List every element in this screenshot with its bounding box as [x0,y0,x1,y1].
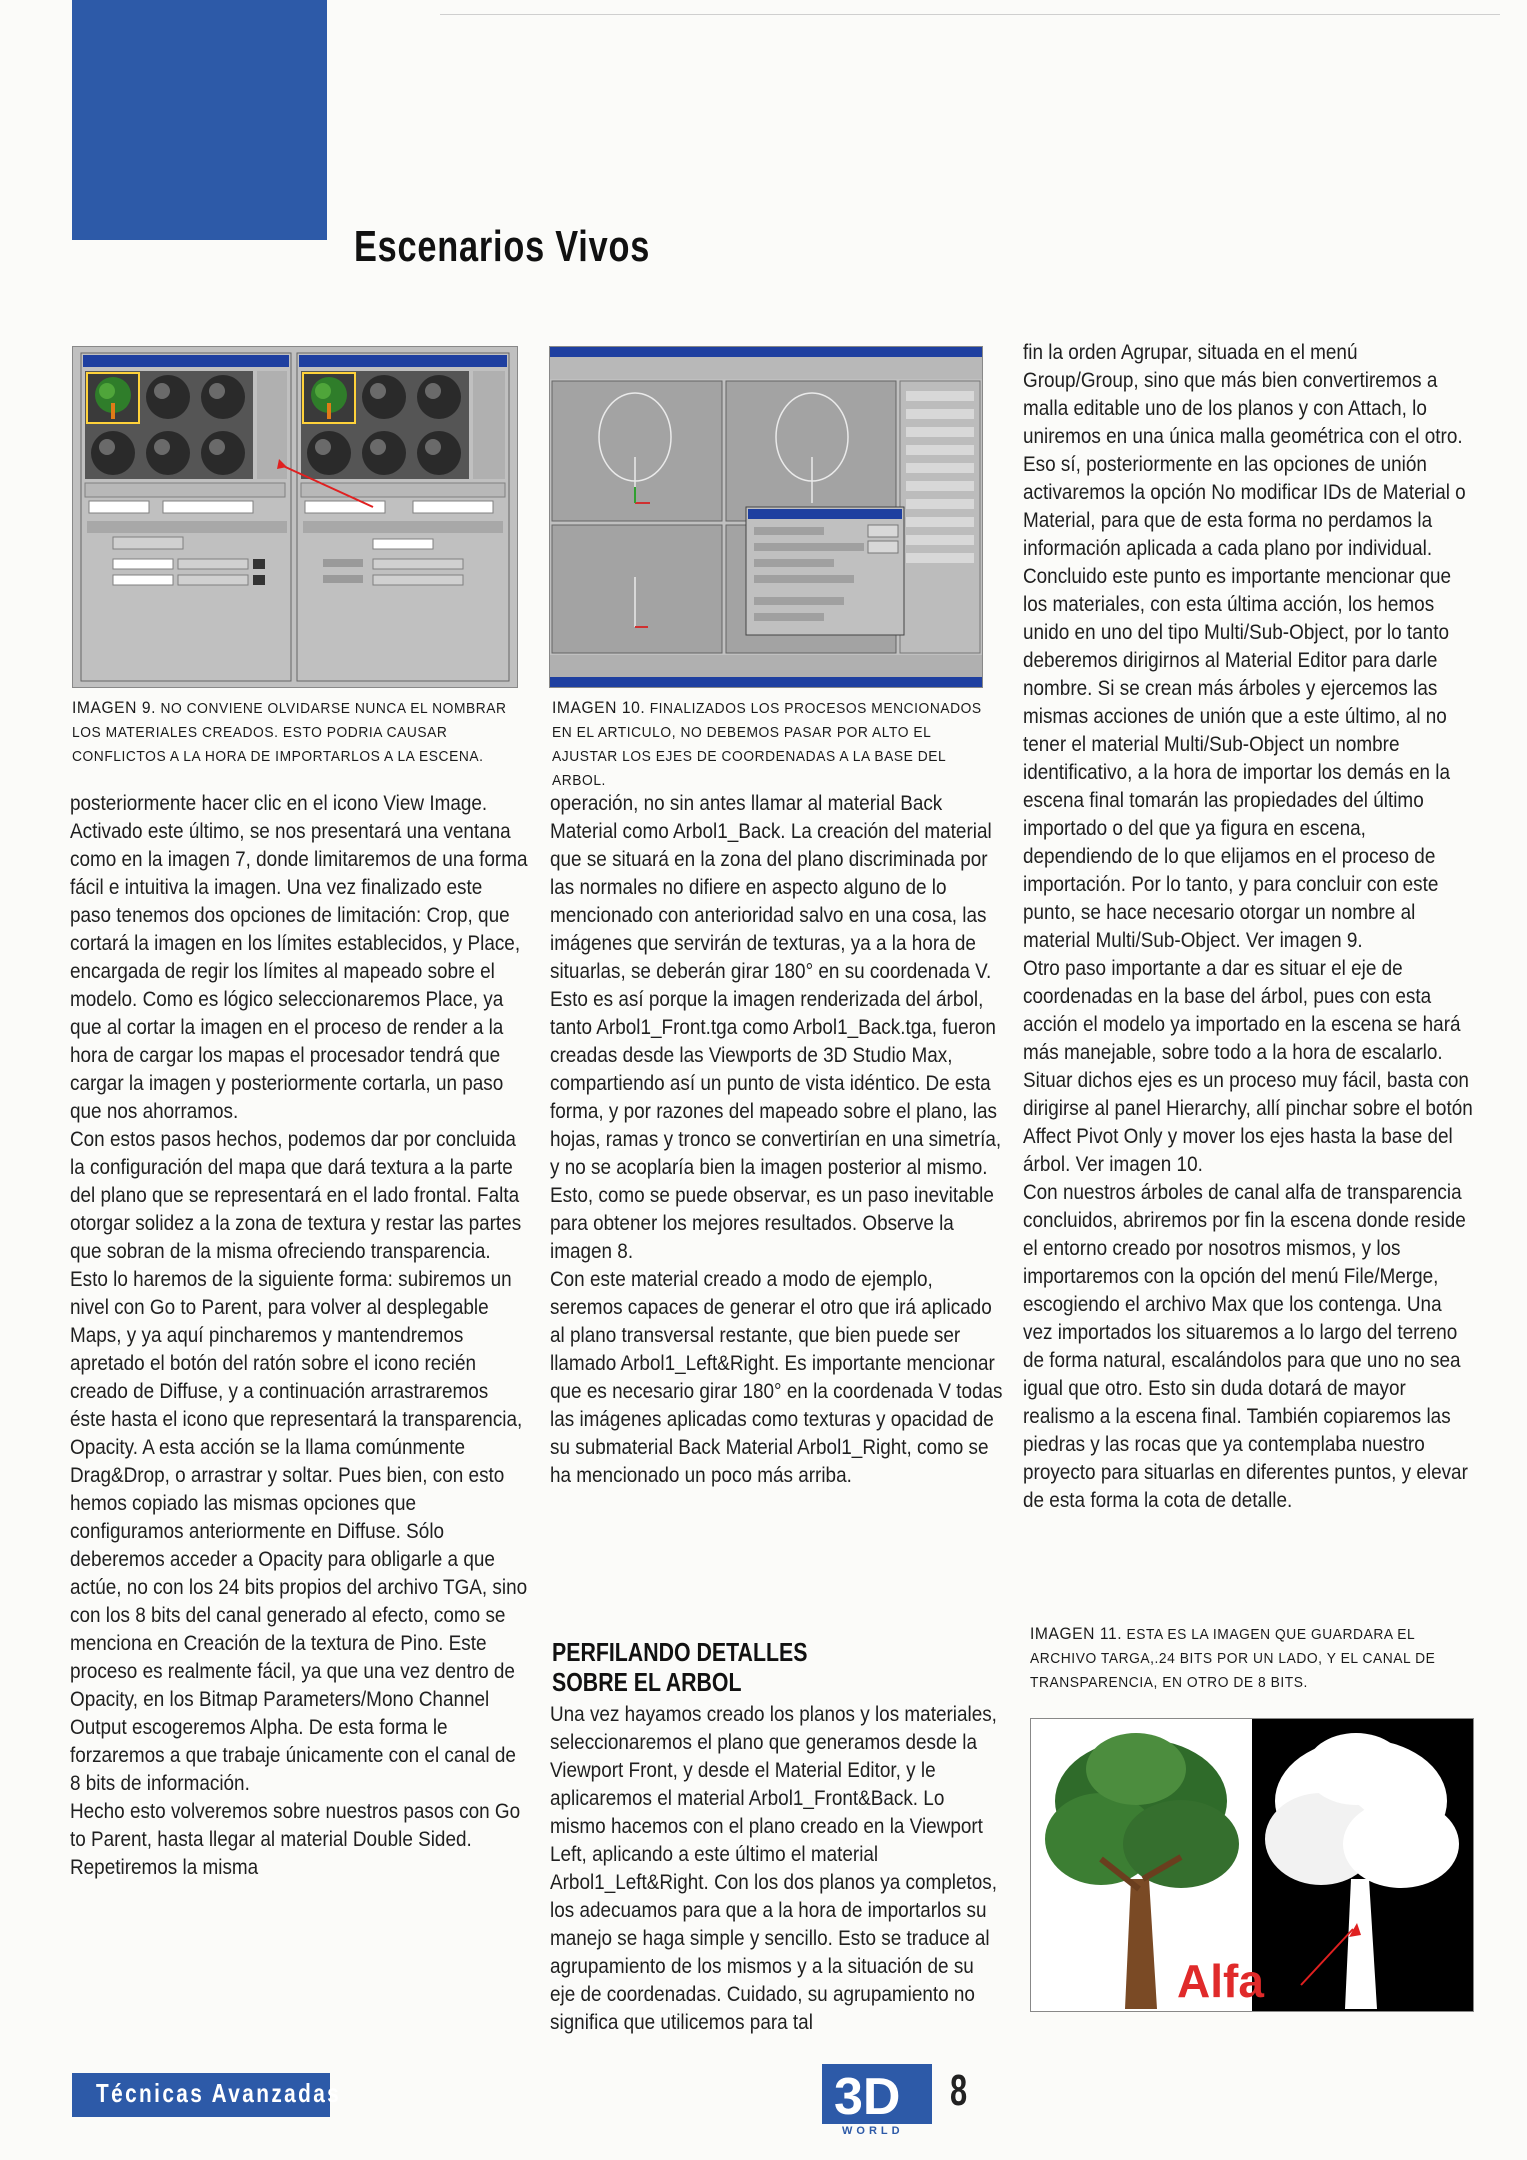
material-editor-screenshot [73,347,517,687]
subheading-line: PERFILANDO DETALLES [552,1637,808,1667]
paragraph: fin la orden Agrupar, situada en el menú Group/Group, sino que más bien convertiremos a malla editable uno de los planos y con Attach, lo uniremos en una única malla geométrica con el otro. Eso sí, posteriormente en las opciones de unión activaremos la opción No modificar IDs de Material o Material, para que de esta forma no perdamos la información aplicada a cada plano por individual. Concluido este punto es importante mencionar que los materiales, con esta última acción, los hemos unido en uno del tipo Multi/Sub-Object, por lo tanto deberemos dirigirnos al Material Editor para darle nombre. Si se crean más árboles y ejercemos las mismas acciones de unión que a este último, al no tener el material Multi/Sub-Object un nombre identificativo, a la hora de importar los demás en la escena final tomarán las propiedades del último importado o del que ya figura en escena, dependiendo de lo que elijamos en el proceso de importación. Por lo tanto, y para concluir con este punto, se hace necesario otorgar un nombre al material Multi/Sub-Object. Ver imagen 9. [1023,340,1466,952]
viewports-screenshot [550,347,982,687]
paragraph: Otro paso importante a dar es situar el eje de coordenadas en la base del árbol, pues con esta acción el modelo ya importado en la escena se hará más manejable, sobre todo a la hora de escalarlo. Situar dichos ejes es un proceso muy fácil, basta con dirigirse al panel Hierarchy, allí pinchar sobre el botón Affect Pivot Only y mover los ejes hasta la base del árbol. Ver imagen 10. [1023,956,1473,1176]
paragraph: operación, no sin antes llamar al material Back Material como Arbol1_Back. La creación del material que se situará en la zona del plano discriminada por las normales no difiere en aspecto alguno de lo mencionado con anterioridad salvo en una cosa, las imágenes que servirán de texturas, ya a la hora de situarlas, se deberán girar 180° en su coordenada V. Esto es así porque la imagen renderizada del árbol, tanto Arbol1_Front.tga como Arbol1_Back.tga, fueron creadas desde las Viewports de 3D Studio Max, compartiendo así un punto de vista idéntico. De esta forma, y por razones del mapeado sobre el plano, las hojas, ramas y tronco se convertirían en una simetría, y no se acoplaría bien la imagen posterior al mismo. Esto, como se puede observar, es un paso inevitable para obtener los mejores resultados. Observe la imagen 8. [550,791,1002,1263]
text-column-3 [1023,338,1476,1514]
figure-image-10 [549,346,983,688]
magazine-logo [822,2064,932,2136]
caption-image-10 [552,696,988,793]
text-column-2-continued [550,1700,1003,2036]
logo-text: 3D [834,2068,901,2126]
footer-section-label: Técnicas Avanzadas [96,2078,342,2108]
caption-body: FINALIZADOS LOS PROCESOS MENCIONADOS EN EL ARTICULO, NO DEBEMOS PASAR POR ALTO EL AJUSTAR LOS EJES DE COORDENADAS A LA BASE DEL ARBOL. [552,700,982,789]
caption-body: ESTA ES LA IMAGEN QUE GUARDARA EL ARCHIVO TARGA,.24 BITS POR UN LADO, Y EL CANAL DE TRANSPARENCIA, EN OTRO DE 8 BITS. [1030,1626,1436,1691]
figure-image-11 [1030,1718,1474,2012]
text-column-1 [70,789,528,1881]
tree-alpha-image [1031,1719,1473,2011]
caption-lead: IMAGEN 11. [1030,1624,1123,1643]
logo-sub: WORLD [842,2125,904,2136]
caption-body: NO CONVIENE OLVIDARSE NUNCA EL NOMBRAR LOS MATERIALES CREADOS. ESTO PODRIA CAUSAR CONFLICTOS A LA HORA DE IMPORTARLOS A LA ESCENA. [72,700,507,765]
caption-lead: IMAGEN 9. [72,698,157,717]
alpha-label: Alfa [1177,1955,1264,2007]
subheading [552,1637,807,1697]
top-rule [440,14,1500,15]
paragraph: posteriormente hacer clic en el icono View Image. Activado este último, se nos presentará una ventana como en la imagen 7, donde limitaremos de una forma fácil e intuitiva la imagen. Una vez finalizado este paso tenemos dos opciones de limitación: Crop, que cortará la imagen en los límites establecidos, y Place, encargada de regir los límites al mapeado sobre el modelo. Como es lógico seleccionaremos Place, ya que al cortar la imagen en el proceso de render a la hora de cargar los mapas el procesador tendrá que cargar la imagen y posteriormente cortarla, un paso que nos ahorramos. [70,791,528,1123]
figure-image-9 [72,346,518,688]
page-number: 8 [950,2066,968,2115]
paragraph: Con estos pasos hechos, podemos dar por concluida la configuración del mapa que dará textura a la parte del plano que se representará en el lado frontal. Falta otorgar solidez a la zona de textura y restar las partes que sobran de la misma ofreciendo transparencia. Esto lo haremos de la siguiente forma: subiremos un nivel con Go to Parent, para volver al desplegable Maps, y ya aquí pincharemos y mantendremos apretado el botón del ratón sobre el icono recién creado de Diffuse, y a continuación arrastraremos éste hasta el icono que representará la transparencia, Opacity. A esta acción se la llama comúnmente Drag&Drop, o arrastrar y soltar. Pues bien, con esto hemos copiado las mismas opciones que configuramos anteriormente en Diffuse. Sólo deberemos acceder a Opacity para obligarle a que actúe, no con los 24 bits propios del archivo TGA, sino con los 8 bits del canal generado al efecto, como se menciona en Creación de la textura de Pino. Este proceso es realmente fácil, ya que una vez dentro de Opacity, en los Bitmap Parameters/Mono Channel Output escogeremos Alpha. De esta forma le forzaremos a que trabaje únicamente con el canal de 8 bits de información. [70,1127,528,1795]
text-column-2 [550,789,1003,1599]
paragraph: Una vez hayamos creado los planos y los materiales, seleccionaremos el plano que generamos desde la Viewport Front, y desde el Material Editor, y le aplicaremos el material Arbol1_Front&Back. Lo mismo hacemos con el plano creado en la Viewport Left, aplicando a este último el material Arbol1_Left&Right. Con los dos planos ya completos, los adecuamos para que a la hora de importarlos su manejo se haga simple y sencillo. Esto se traduce al agrupamiento de los mismos y a la situación de su eje de coordenadas. Cuidado, su agrupamiento no significa que utilicemos para tal [550,1702,997,2034]
paragraph: Con este material creado a modo de ejemplo, seremos capaces de generar el otro que irá aplicado al plano transversal restante, que bien puede ser llamado Arbol1_Left&Right. Es importante mencionar que es necesario girar 180° en la coordenada V todas las imágenes aplicadas como texturas y opacidad de su submaterial Back Material Arbol1_Right, como se ha mencionado un poco más arriba. [550,1267,1003,1487]
caption-lead: IMAGEN 10. [552,698,646,717]
caption-image-9 [72,696,514,769]
paragraph: Hecho esto volveremos sobre nuestros pasos con Go to Parent, hasta llegar al material Double Sided. Repetiremos la misma [70,1799,521,1879]
subheading-line: SOBRE EL ARBOL [552,1667,742,1697]
header-color-block [72,0,327,240]
section-title: Escenarios Vivos [354,222,651,271]
caption-image-11 [1030,1622,1449,1695]
paragraph: Con nuestros árboles de canal alfa de transparencia concluidos, abriremos por fin la escena donde reside el entorno creado por nosotros mismos, y los importaremos con la opción del menú File/Merge, escogiendo el archivo Max que los contenga. Una vez importados los situaremos a lo largo del terreno de forma natural, escalándolos para que uno no sea igual que otro. Esto sin duda dotará de mayor realismo a la escena final. También copiaremos las piedras y las rocas que ya contemplaba nuestro proyecto para situarlas en diferentes puntos, y elevar de esta forma la cota de detalle. [1023,1180,1468,1512]
